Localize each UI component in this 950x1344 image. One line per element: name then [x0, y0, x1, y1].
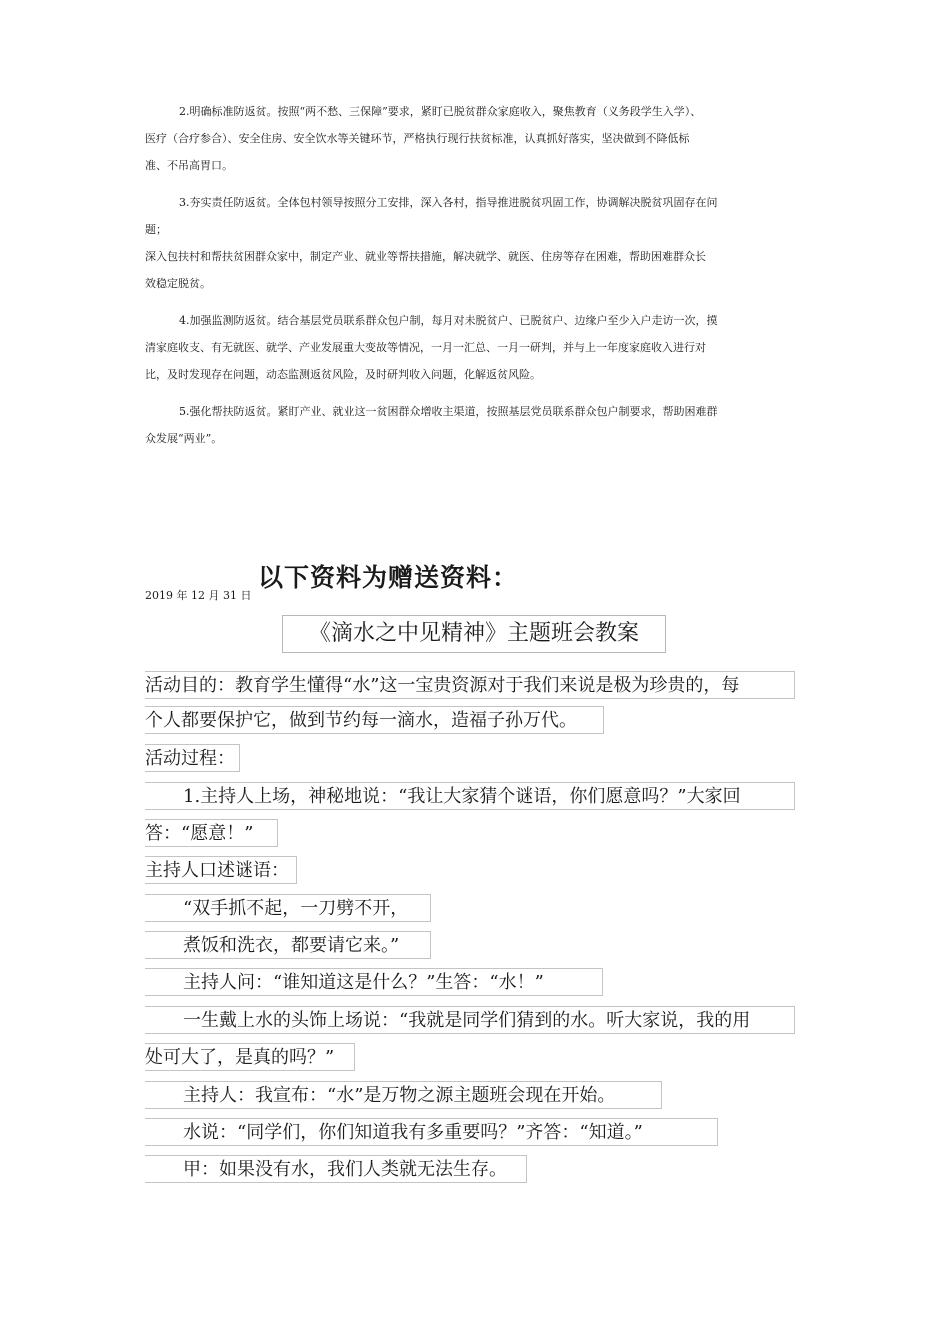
paragraph-line: 4.加强监测防返贫。结合基层党员联系群众包户制，每月对未脱贫户、已脱贫户、边缘户至少入户走访一次，摸 — [179, 314, 718, 327]
paragraph-line: 深入包扶村和帮扶贫困群众家中，制定产业、就业等帮扶措施，解决就学、就医、住房等存在困难，帮助困难群众长 — [145, 250, 706, 263]
paragraph-5 — [145, 398, 810, 452]
document-date: 2019 年 12 月 31 日 — [145, 589, 252, 602]
paragraph-line: 医疗（合疗参合）、安全住房、安全饮水等关键环节，严格执行现行扶贫标准，认真抓好落实，坚决做到不降低标 — [145, 132, 690, 145]
lesson-line: 1.主持人上场，神秘地说：“我让大家猜个谜语，你们愿意吗？”大家回 — [145, 782, 795, 810]
paragraph-line: 比，及时发现存在问题，动态监测返贫风险，及时研判收入问题，化解返贫风险。 — [145, 368, 541, 381]
paragraph-line: 3.夯实责任防返贫。全体包村领导按照分工安排，深入各村，指导推进脱贫巩固工作，协调解决脱贫巩固存在问 — [179, 196, 718, 209]
lesson-line: 个人都要保护它，做到节约每一滴水，造福子孙万代。 — [145, 706, 604, 734]
paragraph-line: 效稳定脱贫。 — [145, 277, 211, 290]
paragraph-line: 2.明确标准防返贫。按照“两不愁、三保障”要求，紧盯已脱贫群众家庭收入，聚焦教育（义务段学生入学）、 — [179, 105, 702, 118]
lesson-line: 主持人：我宣布：“水”是万物之源主题班会现在开始。 — [145, 1081, 662, 1109]
lesson-line: 主持人口述谜语： — [145, 856, 297, 884]
lesson-line: 答：“愿意！” — [145, 819, 278, 847]
paragraph-line: 题； — [145, 223, 167, 236]
lesson-line: “双手抓不起，一刀劈不开， — [145, 894, 431, 922]
paragraph-2 — [145, 98, 810, 179]
lesson-title: 《滴水之中见精神》主题班会教案 — [282, 615, 666, 653]
lesson-line: 煮饭和洗衣，都要请它来。” — [145, 931, 431, 959]
lesson-line: 水说：“同学们，你们知道我有多重要吗？”齐答：“知道。” — [145, 1118, 718, 1146]
paragraph-line: 准、不吊高胃口。 — [145, 159, 233, 172]
paragraph-line: 5.强化帮扶防返贫。紧盯产业、就业这一贫困群众增收主渠道，按照基层党员联系群众包户制要求，帮助困难群 — [179, 405, 718, 418]
paragraph-line: 众发展“两业”。 — [145, 432, 223, 445]
paragraph-line: 清家庭收支、有无就医、就学、产业发展重大变故等情况，一月一汇总、一月一研判，并与上一年度家庭收入进行对 — [145, 341, 706, 354]
lesson-line: 甲：如果没有水，我们人类就无法生存。 — [145, 1155, 527, 1183]
lesson-line: 一生戴上水的头饰上场说：“我就是同学们猜到的水。听大家说，我的用 — [145, 1006, 795, 1034]
lesson-line: 主持人问：“谁知道这是什么？”生答：“水！” — [145, 968, 603, 996]
lesson-line: 处可大了，是真的吗？” — [145, 1043, 355, 1071]
lesson-line: 活动目的：教育学生懂得“水”这一宝贵资源对于我们来说是极为珍贵的，每 — [145, 671, 795, 699]
paragraph-3 — [145, 189, 810, 297]
gift-heading: 以下资料为赠送资料： — [258, 563, 519, 592]
paragraph-4 — [145, 307, 810, 388]
lesson-line: 活动过程： — [145, 744, 240, 772]
